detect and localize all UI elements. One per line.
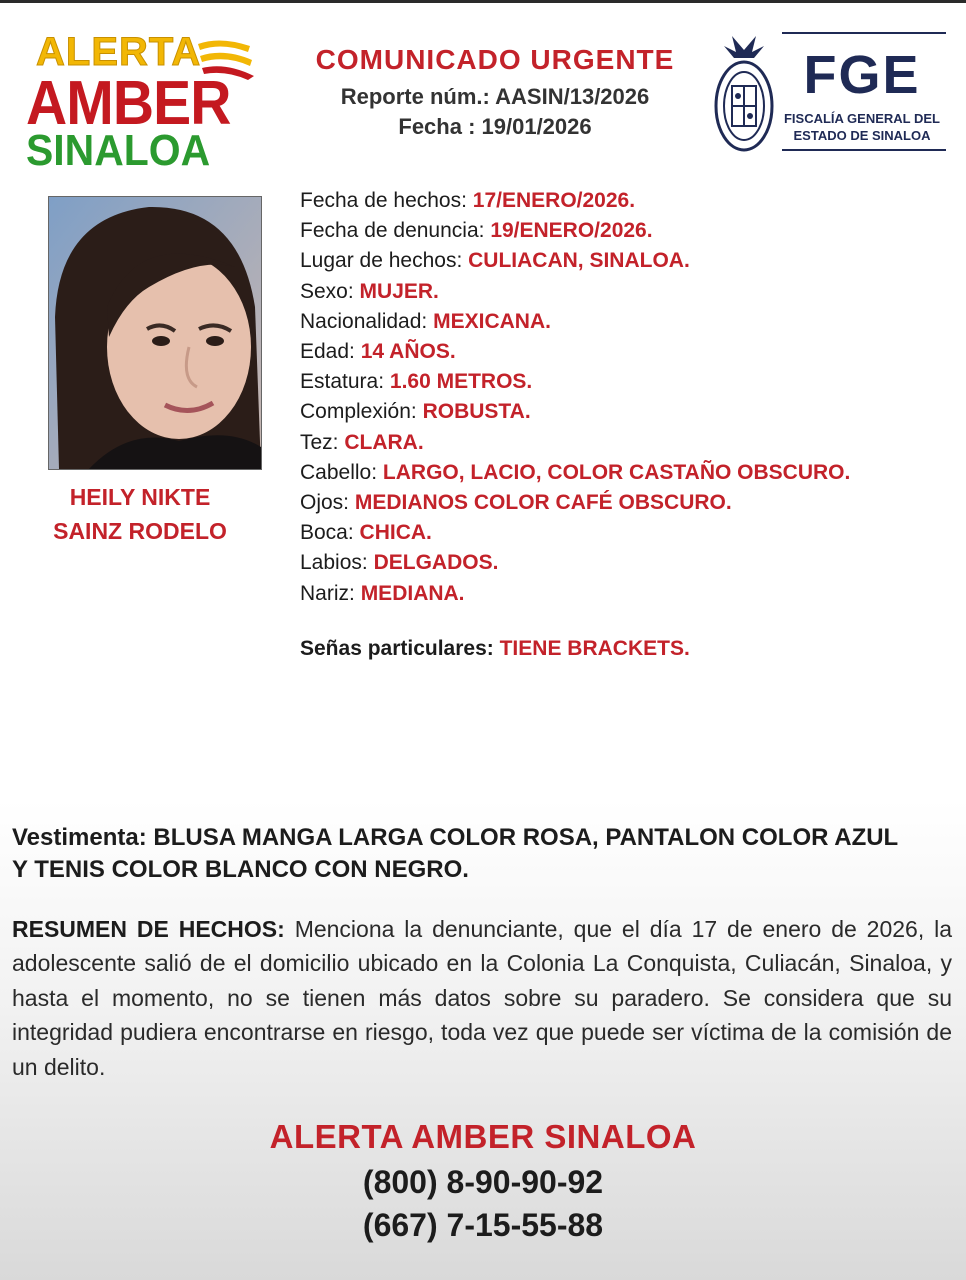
logo-line-amber: AMBER	[26, 69, 231, 138]
distinguishing-marks	[300, 637, 690, 661]
fge-subtitle	[778, 110, 946, 144]
detail-row	[300, 397, 950, 427]
detail-label: Nacionalidad:	[300, 309, 428, 333]
detail-label: Boca:	[300, 521, 354, 545]
detail-row	[300, 216, 950, 246]
detail-label: Tez:	[300, 430, 339, 454]
detail-label: Edad:	[300, 340, 355, 364]
alerta-amber-logo	[22, 30, 262, 175]
fge-bottom-rule	[782, 149, 946, 151]
detail-row	[300, 548, 950, 578]
missing-person-name	[30, 480, 250, 548]
clothing-line1: Vestimenta: BLUSA MANGA LARGA COLOR ROSA, PANTALON COLOR AZUL	[12, 824, 899, 851]
detail-value: CHICA.	[359, 521, 432, 545]
phone-number-2[interactable]: (667) 7-15-55-88	[362, 1207, 604, 1243]
detail-label: Ojos:	[300, 491, 350, 515]
detail-value: 17/ENERO/2026.	[472, 189, 636, 212]
detail-value: 1.60 METROS.	[389, 370, 533, 394]
fge-subtitle-line1: FISCALÍA GENERAL DEL	[783, 111, 940, 126]
detail-row	[300, 307, 950, 337]
detail-row	[300, 428, 950, 458]
clothing-description	[12, 822, 952, 886]
detail-row	[300, 458, 950, 488]
detail-label: Nariz:	[300, 581, 355, 605]
incident-summary	[12, 912, 952, 1084]
detail-label: Cabello:	[300, 460, 378, 484]
senas-label: Señas particulares:	[300, 637, 494, 660]
page-title: COMUNICADO URGENTE	[315, 44, 675, 75]
detail-row	[300, 579, 950, 609]
footer-contact	[0, 1118, 966, 1244]
senas-value: TIENE BRACKETS.	[499, 637, 690, 660]
missing-person-photo	[48, 196, 262, 470]
name-line2: SAINZ RODELO	[53, 518, 227, 544]
fge-top-rule	[782, 32, 946, 34]
detail-row	[300, 186, 950, 216]
detail-row	[300, 277, 950, 307]
detail-row	[300, 337, 950, 367]
detail-label: Estatura:	[300, 370, 385, 394]
report-date: Fecha : 19/01/2026	[398, 114, 592, 139]
logo-line-sinaloa: SINALOA	[26, 126, 211, 175]
detail-label: Fecha de denuncia:	[300, 219, 485, 243]
report-number: Reporte núm.: AASIN/13/2026	[340, 84, 650, 109]
detail-value: DELGADOS.	[373, 551, 499, 575]
detail-label: Sexo:	[300, 279, 354, 303]
detail-value: CULIACAN, SINALOA.	[468, 249, 690, 273]
fge-logo	[778, 32, 946, 152]
name-line1: HEILY NIKTE	[69, 484, 211, 510]
fge-acronym: FGE	[803, 45, 921, 105]
detail-value: 19/ENERO/2026.	[490, 219, 653, 243]
summary-label: RESUMEN DE HECHOS:	[12, 916, 285, 942]
state-seal-icon	[712, 30, 776, 154]
detail-value: LARGO, LACIO, COLOR CASTAÑO OBSCURO.	[382, 460, 851, 484]
logo-line-alerta: ALERTA	[36, 30, 202, 74]
detail-label: Complexión:	[300, 400, 417, 424]
clothing-line2: Y TENIS COLOR BLANCO CON NEGRO.	[12, 856, 469, 883]
summary-text: Menciona la denunciante, que el día 17 de enero de 2026, la adolescente salió de el domicilio ubicado en la Colonia La Conquista, Culiacán, Sinaloa, y hasta el momento, no se tienen más datos sobre su paradero. Se considera que su integridad pudiera encontrarse en riesgo, toda vez que puede ser víctima de la comisión de un delito.	[12, 916, 952, 1080]
portrait-illustration	[49, 197, 261, 469]
detail-row	[300, 367, 950, 397]
detail-row	[300, 518, 950, 548]
detail-value: 14 AÑOS.	[360, 340, 456, 364]
phone-number-1[interactable]: (800) 8-90-90-92	[362, 1164, 604, 1200]
detail-value: MEDIANA.	[360, 581, 465, 605]
detail-label: Fecha de hechos:	[300, 189, 467, 212]
detail-value: ROBUSTA.	[422, 400, 531, 424]
detail-label: Lugar de hechos:	[300, 249, 463, 273]
fge-subtitle-line2: ESTADO DE SINALOA	[793, 128, 931, 143]
detail-value: MEXICANA.	[433, 309, 551, 333]
details-list	[300, 186, 950, 609]
top-border-line	[0, 0, 966, 3]
detail-row	[300, 488, 950, 518]
detail-label: Labios:	[300, 551, 368, 575]
detail-row	[300, 246, 950, 276]
detail-value: MUJER.	[359, 279, 439, 303]
footer-title: ALERTA AMBER SINALOA	[269, 1118, 697, 1155]
detail-value: CLARA.	[344, 430, 424, 454]
detail-value: MEDIANOS COLOR CAFÉ OBSCURO.	[354, 491, 732, 515]
header	[290, 44, 700, 140]
